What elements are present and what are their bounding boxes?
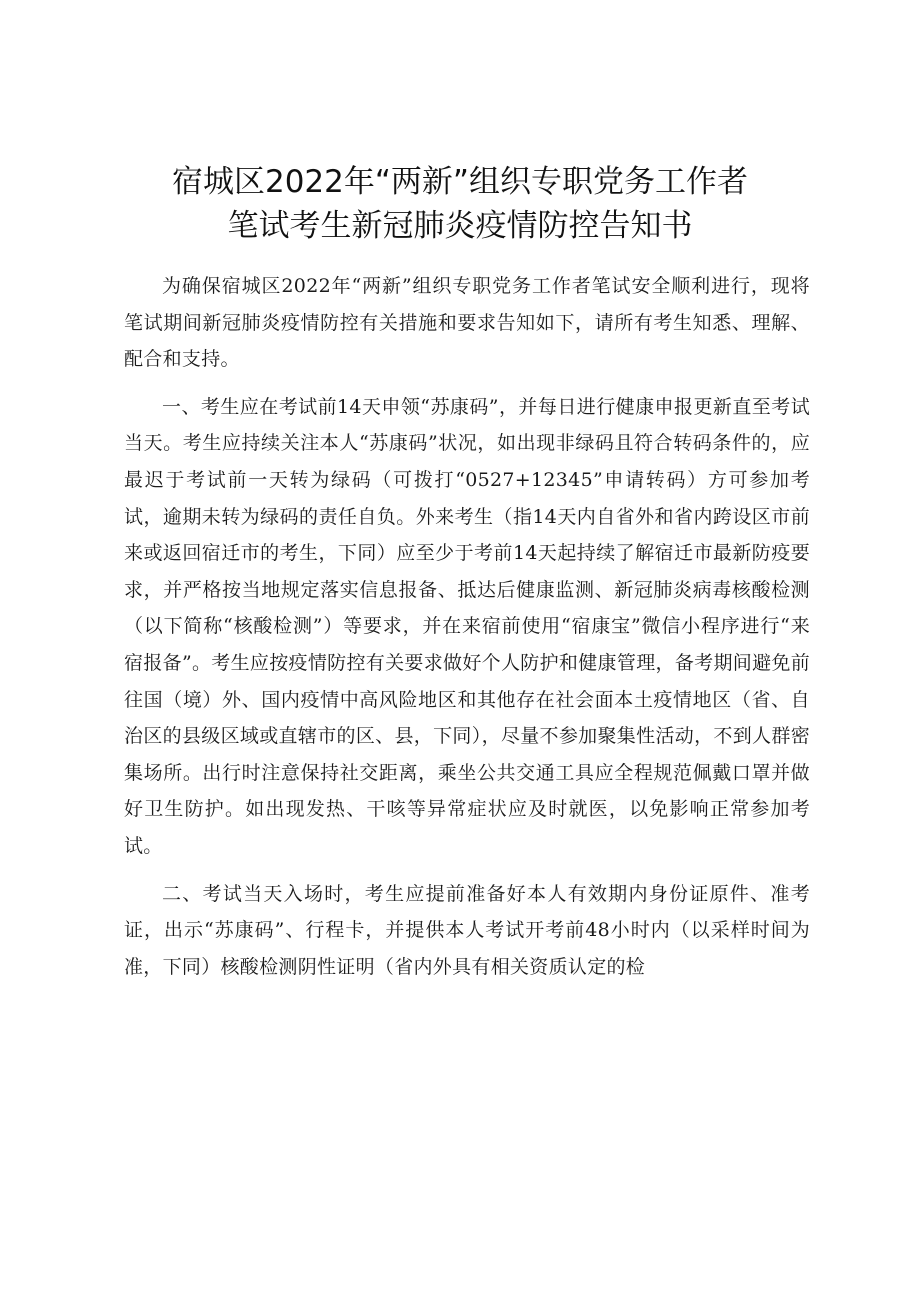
paragraph-intro: 为确保宿城区2022年“两新”组织专职党务工作者笔试安全顺利进行，现将笔试期间新冠肺炎疫情防控有关措施和要求告知如下，请所有考生知悉、理解、配合和支持。 xyxy=(124,275,810,371)
paragraph-section-1: 一、考生应在考试前14天申领“苏康码”，并每日进行健康申报更新直至考试当天。考生应持续关注本人“苏康码”状况，如出现非绿码且符合转码条件的，应最迟于考试前一天转为绿码（可拨打“0527+12345”申请转码）方可参加考试，逾期未转为绿码的责任自负。外来考生（指14天内自省外和省内跨设区市前来或返回宿迁市的考生，下同）应至少于考前14天起持续了解宿迁市最新防疫要求，并严格按当地规定落实信息报备、抵达后健康监测、新冠肺炎病毒核酸检测（以下简称“核酸检测”）等要求，并在来宿前使用“宿康宝”微信小程序进行“来宿报备”。考生应按疫情防控有关要求做好个人防护和健康管理，备考期间避免前往国（境）外、国内疫情中高风险地区和其他存在社会面本土疫情地区（省、自治区的县级区域或直辖市的区、县，下同），尽量不参加聚集性活动，不到人群密集场所。出行时注意保持社交距离，乘坐公共交通工具应全程规范佩戴口罩并做好卫生防护。如出现发热、干咳等异常症状应及时就医，以免影响正常参加考试。 xyxy=(124,395,810,857)
paragraph-section-2: 二、考试当天入场时，考生应提前准备好本人有效期内身份证原件、准考证，出示“苏康码”、行程卡，并提供本人考试开考前48小时内（以采样时间为准，下同）核酸检测阴性证明（省内外具有相关资质认定的检 xyxy=(124,882,810,978)
document-title-line-1: 宿城区2022年“两新”组织专职党务工作者 xyxy=(171,164,748,200)
document-title-line-2: 笔试考生新冠肺炎疫情防控告知书 xyxy=(227,208,693,244)
document-body xyxy=(124,268,810,996)
